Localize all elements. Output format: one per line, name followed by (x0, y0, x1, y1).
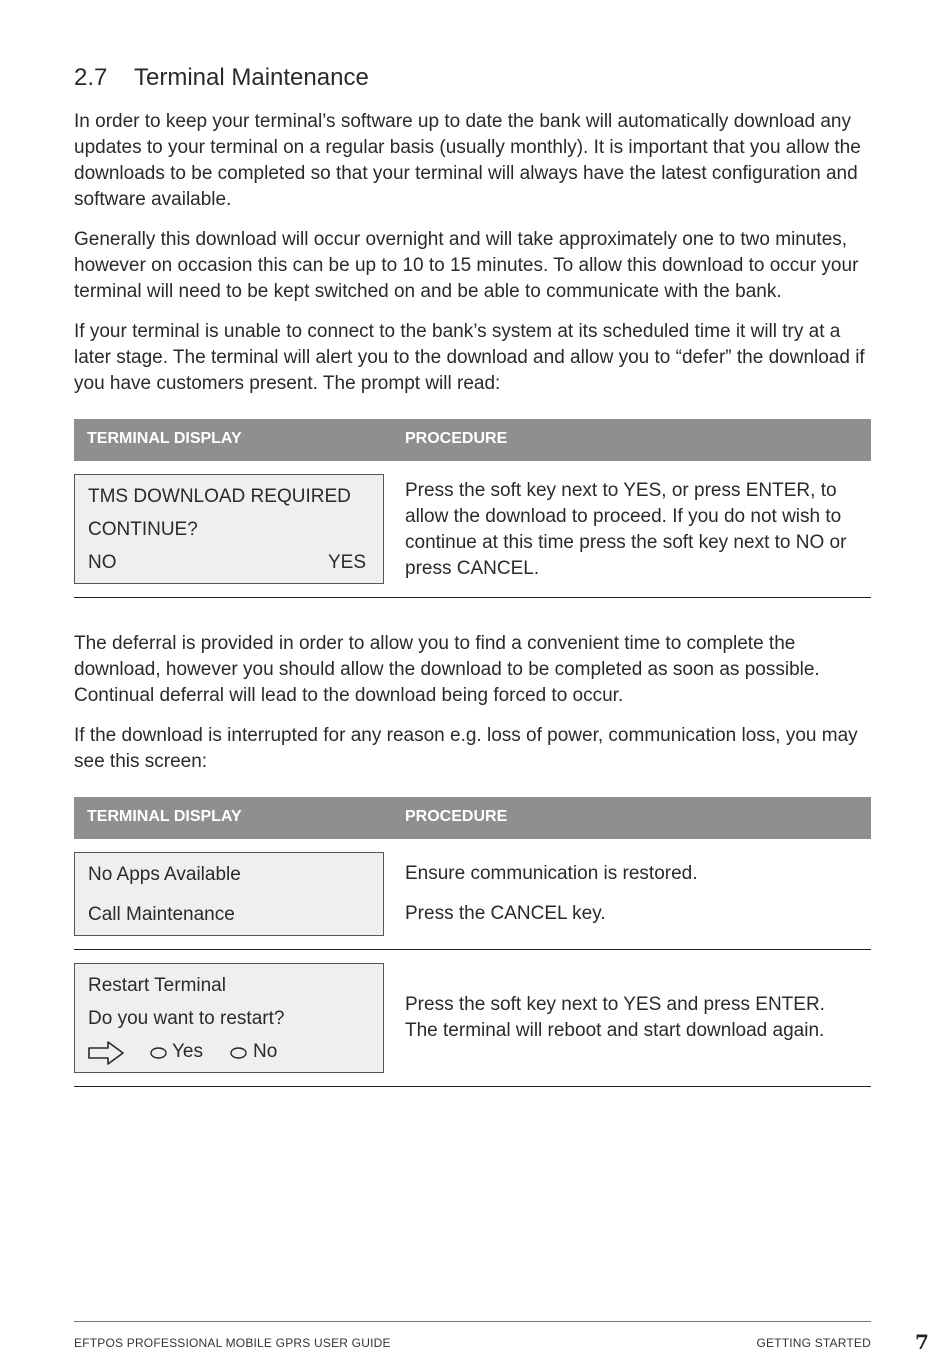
procedure-text: Press the soft key next to YES, or press ENTER, to allow the download to proceed. If you do not wish to continue at this time press the soft key next to NO or press CANCEL. (405, 480, 847, 579)
procedure-line: Press the soft key next to YES and press ENTER. (405, 994, 825, 1015)
section-heading (74, 64, 369, 92)
footer-guide-title: EFTPOS PROFESSIONAL MOBILE GPRS USER GUIDE (74, 1336, 391, 1350)
paragraph-interrupted: If the download is interrupted for any reason e.g. loss of power, communication loss, you may see this screen: (74, 725, 858, 772)
procedure-line: Ensure communication is restored. (405, 863, 698, 884)
procedure-text (405, 992, 871, 1044)
arrow-right-outline-icon (88, 1041, 124, 1065)
section-title: Terminal Maintenance (134, 64, 369, 91)
screen-line: No Apps Available (88, 864, 241, 885)
header-terminal-display: TERMINAL DISPLAY (87, 430, 242, 447)
section-number: 2.7 (74, 64, 108, 91)
paragraph-defer: If your terminal is unable to connect to the bank’s system at its scheduled time it will try at a later stage. The terminal will alert you to the download and allow you to “defer” the download if you have customers present. The prompt will read: (74, 321, 865, 394)
table-divider (74, 597, 871, 598)
screen-line: Call Maintenance (88, 904, 235, 925)
screen-softkey-yes: YES (327, 552, 366, 573)
paragraph-deferral: The deferral is provided in order to allow you to find a convenient time to complete the download, however you should allow the download to be completed as soon as possible. Continual deferral will lead to the download being forced to occur. (74, 633, 820, 706)
table-divider (74, 1086, 871, 1087)
screen-line: Restart Terminal (88, 975, 226, 996)
header-procedure: PROCEDURE (405, 430, 508, 447)
radio-empty-icon (150, 1047, 167, 1059)
header-terminal-display: TERMINAL DISPLAY (87, 808, 242, 825)
header-procedure: PROCEDURE (405, 808, 508, 825)
procedure-text (405, 861, 871, 927)
screen-line: Do you want to restart? (88, 1008, 285, 1029)
terminal-screen-no-apps (74, 852, 384, 936)
procedure-line: The terminal will reboot and start download again. (405, 1020, 825, 1041)
option-no: No (253, 1041, 278, 1062)
footer-section-name: GETTING STARTED (756, 1336, 871, 1350)
screen-softkey-no: NO (88, 552, 117, 573)
screen-line: CONTINUE? (88, 519, 198, 540)
table-divider (74, 949, 871, 950)
terminal-screen-tms (74, 474, 384, 584)
table-header (74, 419, 871, 461)
footer-rule (74, 1321, 871, 1322)
page-number: 7 (915, 1330, 929, 1354)
option-yes: Yes (172, 1041, 203, 1062)
paragraph-timing: Generally this download will occur overnight and will take approximately one to two minutes, however on occasion this can be up to 10 to 15 minutes. To allow this download to occur your terminal will need to be kept switched on and be able to communicate with the bank. (74, 229, 859, 302)
procedure-line: Press the CANCEL key. (405, 903, 606, 924)
table-header (74, 797, 871, 839)
paragraph-intro: In order to keep your terminal’s software up to date the bank will automatically download any updates to your terminal on a regular basis (usually monthly). It is important that you allow the downloads to be completed so that your terminal will always have the latest configuration and software available. (74, 111, 861, 210)
screen-line: TMS DOWNLOAD REQUIRED (88, 486, 351, 507)
terminal-screen-restart (74, 963, 384, 1073)
radio-empty-icon (230, 1047, 247, 1059)
